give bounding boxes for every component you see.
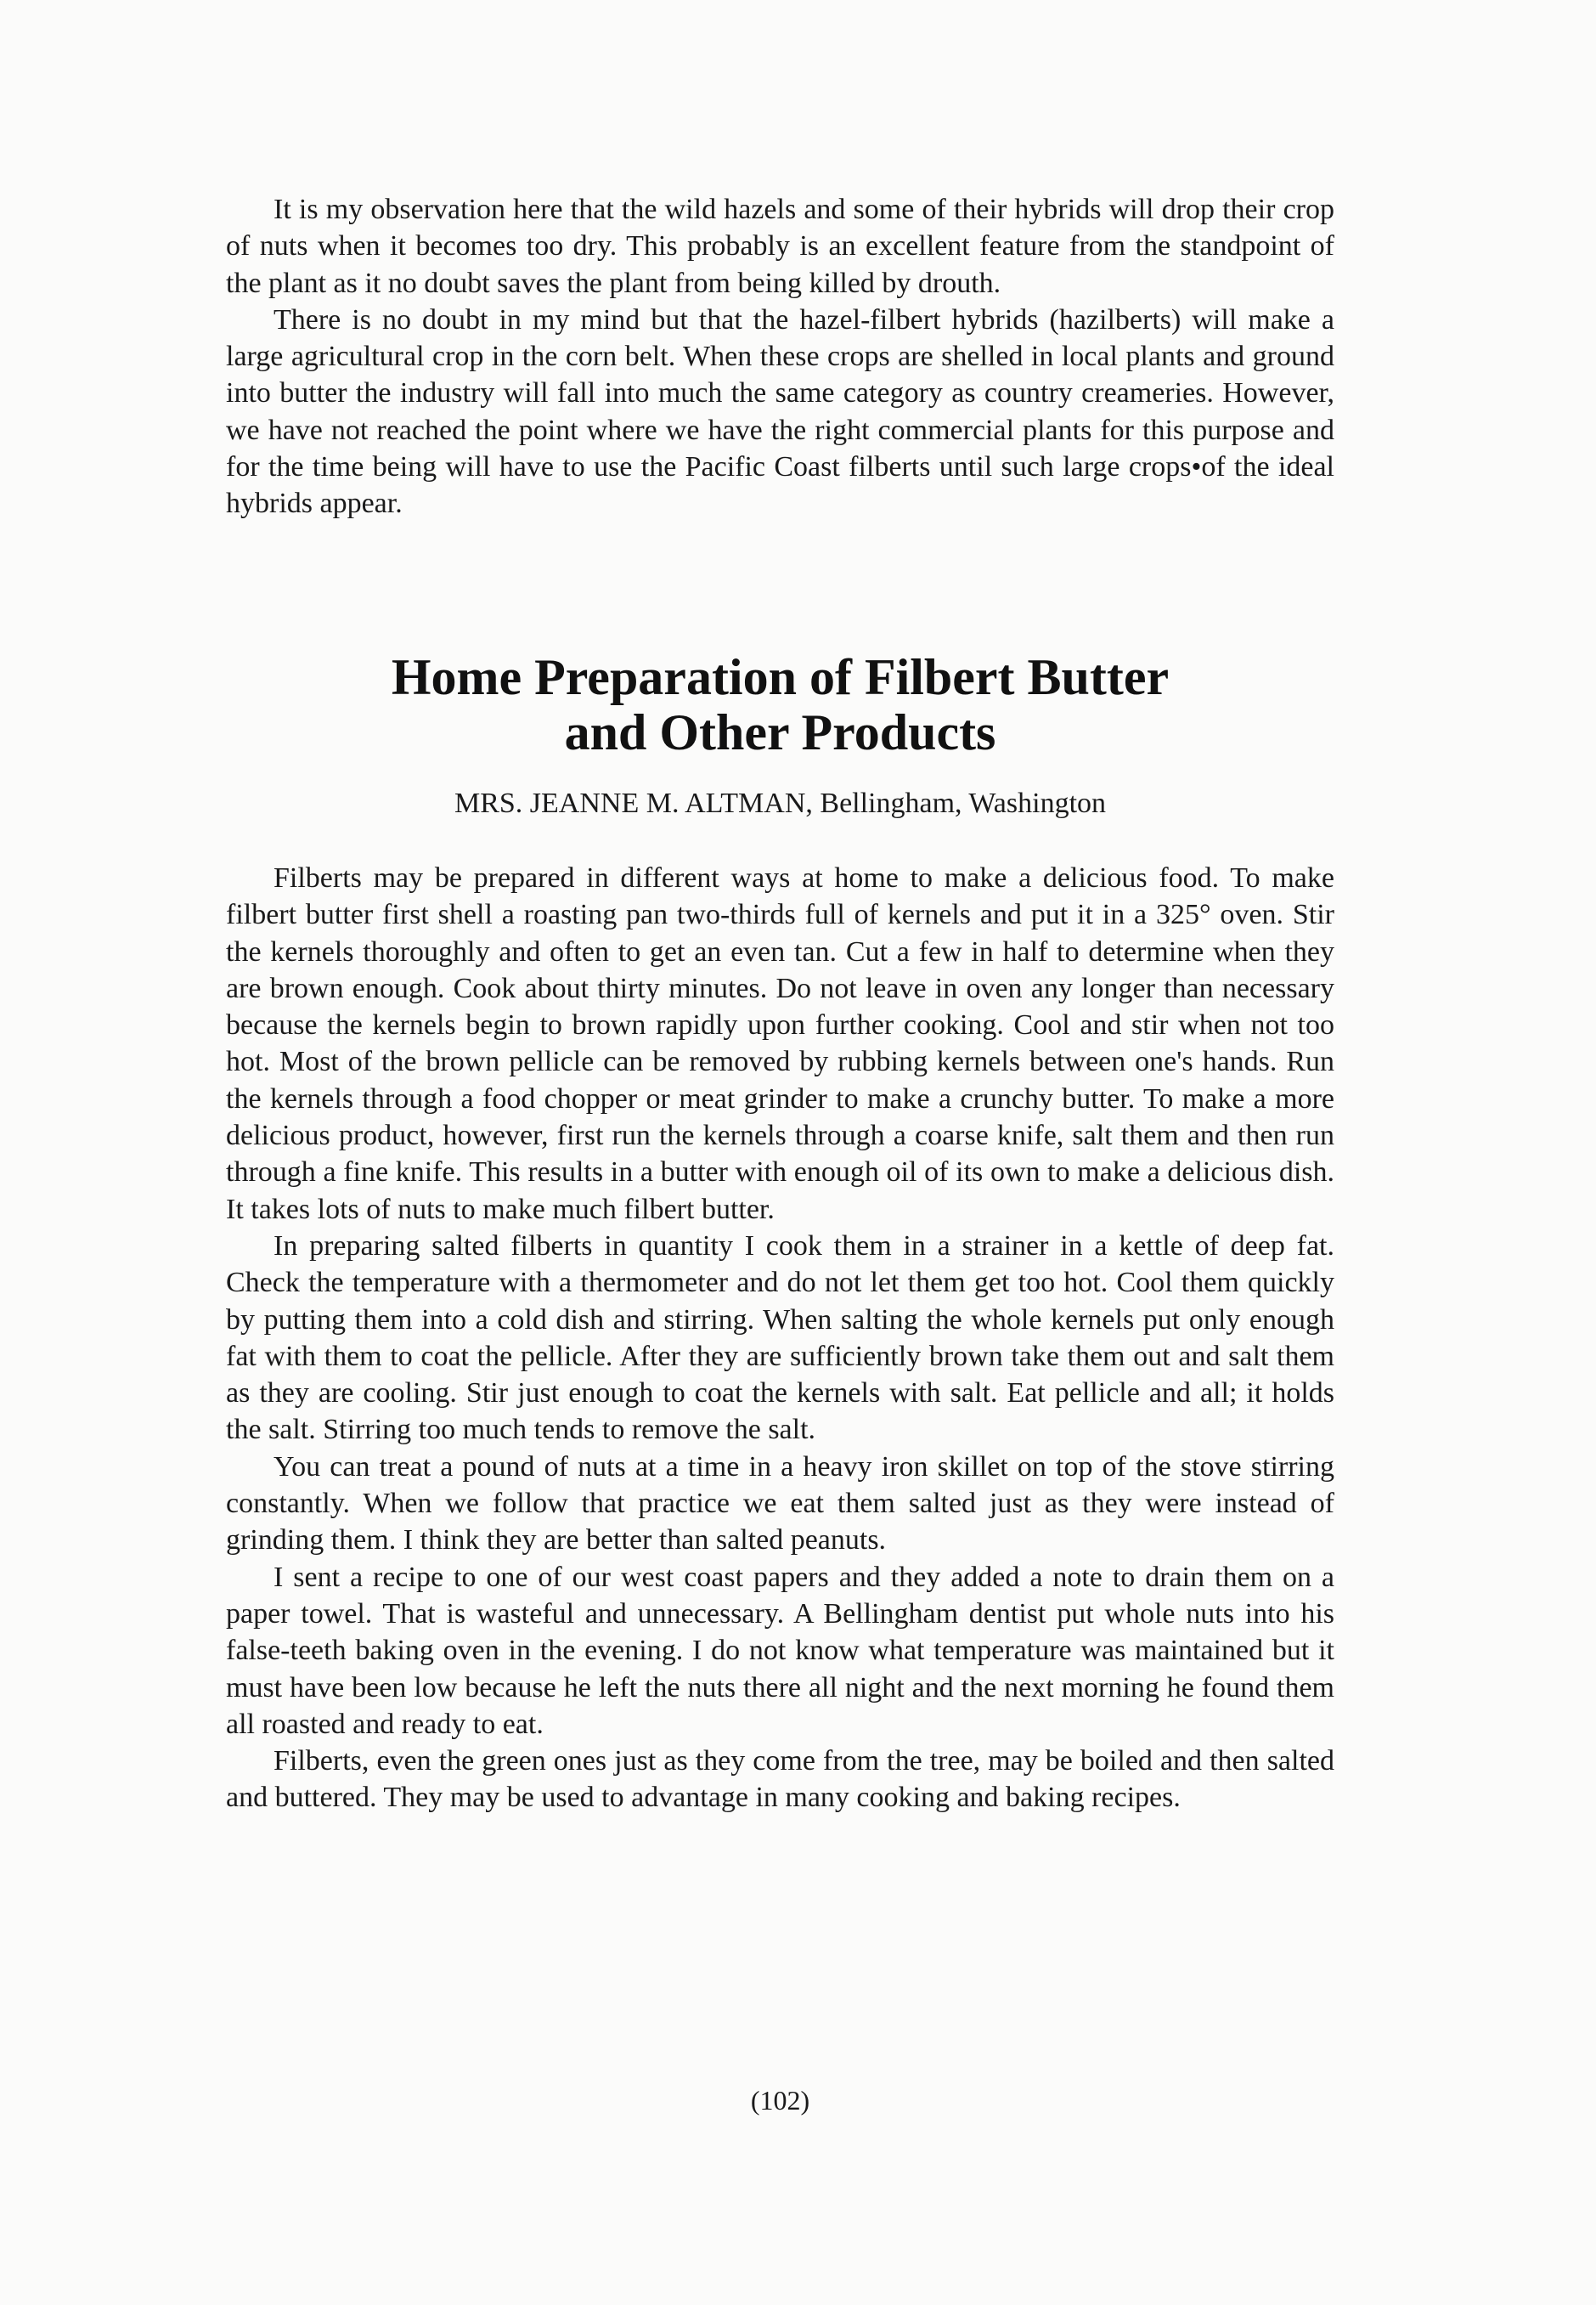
intro-paragraph: It is my observation here that the wild hazels and some of their hybrids will drop their crop of nuts when it becomes too dry. This probably is an excellent feature from the standpoint of the plant as it no doubt saves the plant from being killed by drouth. [226,194,1334,299]
body-paragraph: Filberts, even the green ones just as they come from the tree, may be boiled and then salted and buttered. They may be used to advantage in many cooking and baking recipes. [226,1745,1334,1814]
page-number: (102) [750,2085,810,2116]
body-paragraph: In preparing salted filberts in quantity I cook them in a strainer in a kettle of deep fat. Check the temperature with a thermometer and do not let them get too hot. Cool them quickly by putting them into a cold dish and stirring. When salting the whole kernels put only enough fat with them to coat the pellicle. After they are sufficiently brown take them out and salt them as they are cooling. Stir just enough to coat the kernels with salt. Eat pellicle and all; it holds the salt. Stirring too much tends to remove the salt. [226,1229,1334,1446]
article-title-line: and Other Products [564,704,996,760]
article-byline: MRS. JEANNE M. ALTMAN, Bellingham, Washington [454,788,1107,819]
intro-text [226,191,1334,523]
body-paragraph: Filberts may be prepared in different ways at home to make a delicious food. To make filbert butter first shell a roasting pan two-thirds full of kernels and put it in a 325° oven. Stir the kernels thoroughly and often to get an even tan. Cut a few in half to determine when they are brown enough. Cook about thirty minutes. Do not leave in oven any longer than necessary because the kernels begin to brown rapidly upon further cooking. Cool and stir when not too hot. Most of the brown pellicle can be removed by rubbing kernels between one's hands. Run the kernels through a food chopper or meat grinder to make a crunchy butter. To make a more delicious product, however, first run the kernels through a coarse knife, salt them and then run through a fine knife. This results in a butter with enough oil of its own to make a delicious dish. It takes lots of nuts to make much filbert butter. [226,862,1334,1225]
article-title [226,650,1334,760]
body-paragraph: I sent a recipe to one of our west coast papers and they added a note to drain them on a paper towel. That is wasteful and unnecessary. A Bellingham dentist put whole nuts into his false-teeth baking oven in the evening. I do not know what temperature was maintained but it must have been low because he left the nuts there all night and the next morning he found them all roasted and ready to eat. [226,1561,1334,1740]
article-title-line: Home Preparation of Filbert Butter [391,649,1170,705]
body-paragraph: You can treat a pound of nuts at a time in a heavy iron skillet on top of the stove stirring constantly. When we follow that practice we eat them salted just as they were instead of grinding them. I think they are better than salted peanuts. [226,1450,1334,1556]
intro-paragraph: There is no doubt in my mind but that the hazel-filbert hybrids (hazilberts) will make a large agricultural crop in the corn belt. When these crops are shelled in local plants and ground into butter the industry will fall into much the same category as country creameries. However, we have not reached the point where we have the right commercial plants for this purpose and for the time being will have to use the Pacific Coast filberts until such large crops•of the ideal hybrids appear. [226,303,1334,520]
article-body [226,860,1334,1816]
